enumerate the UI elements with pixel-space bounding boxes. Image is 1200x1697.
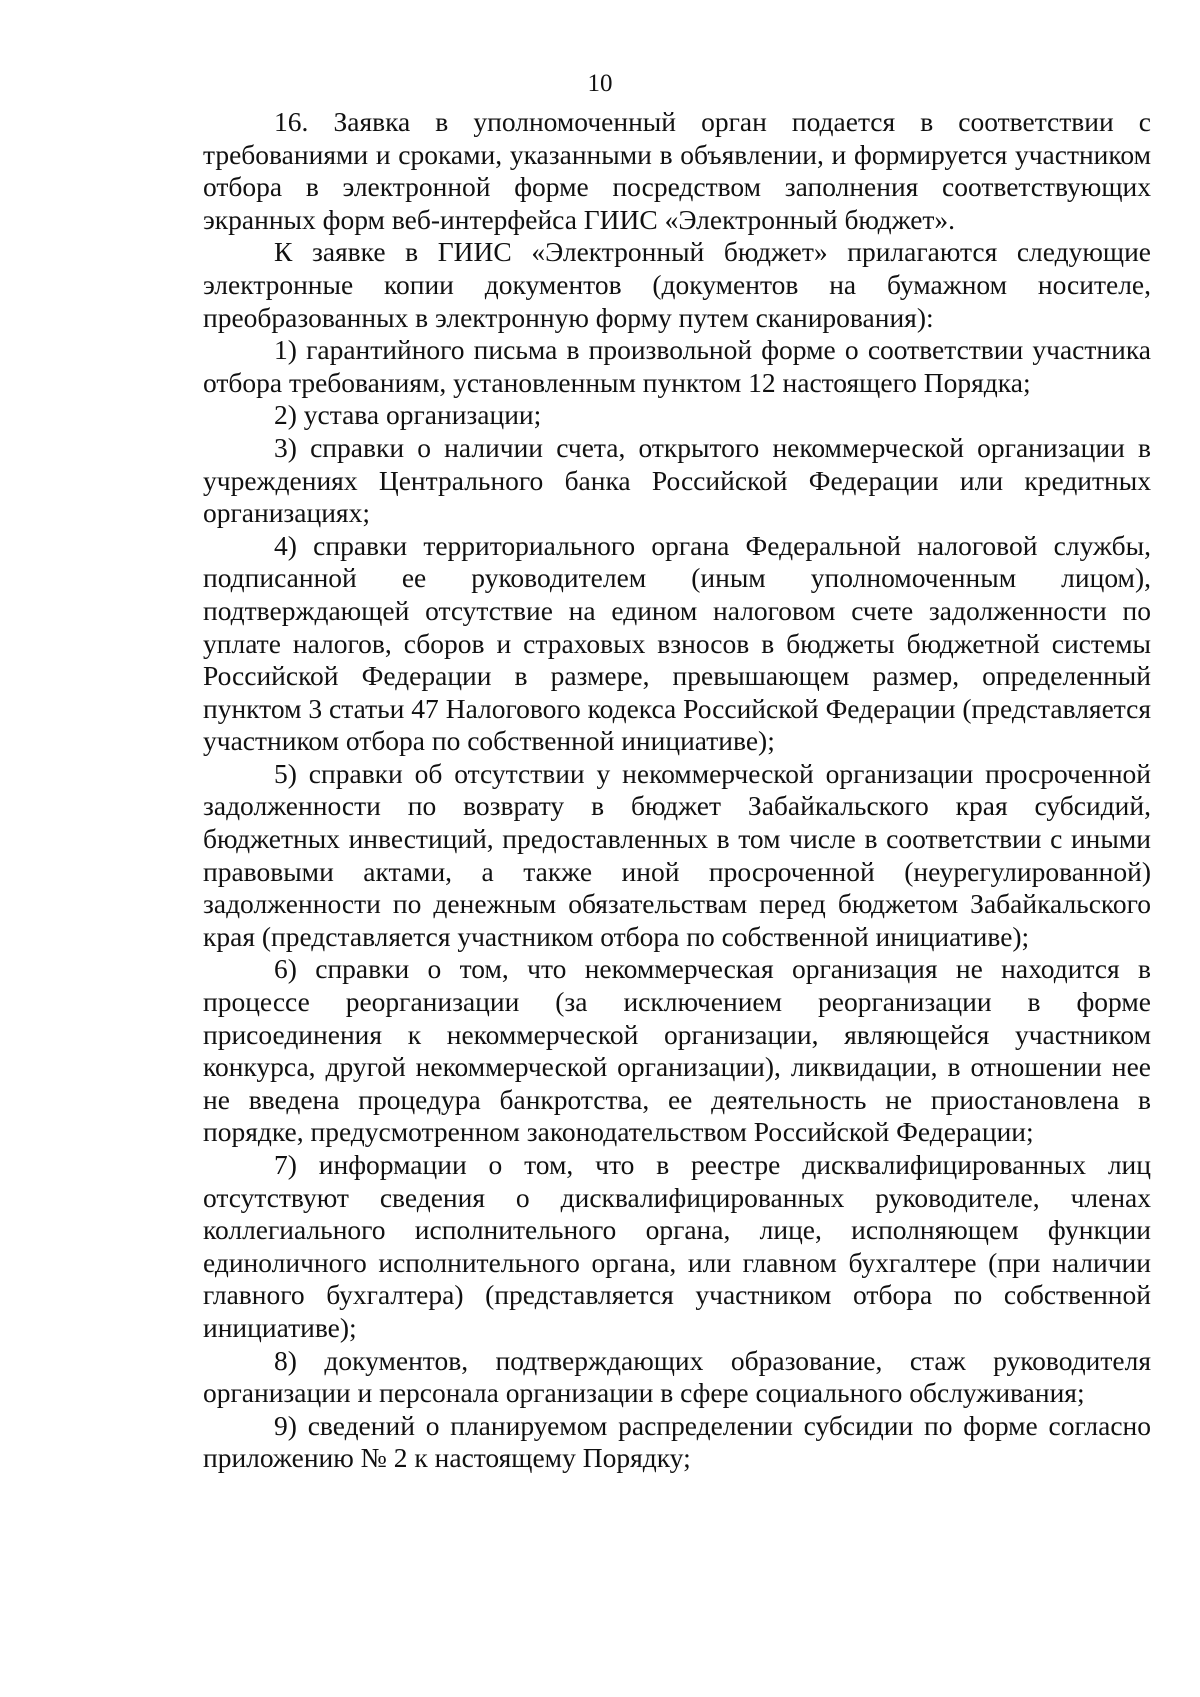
list-item-7-disqualified-persons: 7) информации о том, что в реестре дисквалифицированных лиц отсутствуют сведения о дисквалифицированных руководителе, членах коллегиального исполнительного органа, лице, исполняющем функции единоличного исполнительного органа, или главном бухгалтере (при наличии главного бухгалтера) (представляется участником отбора по собственной инициативе); bbox=[203, 1149, 1151, 1343]
list-item-6-no-reorganization: 6) справки о том, что некоммерческая организация не находится в процессе реорганизации (за исключением реорганизации в форме присоединения к некоммерческой организации, являющейся участником конкурса, другой некоммерческой организации), ликвидации, в отношении нее не введена процедура банкротства, ее деятельность не приостановлена в порядке, предусмотренном законодательством Российской Федерации; bbox=[203, 953, 1151, 1148]
list-item-1-guarantee-letter: 1) гарантийного письма в произвольной форме о соответствии участника отбора требованиям, установленным пунктом 12 настоящего Порядка; bbox=[203, 334, 1151, 398]
list-item-9-subsidy-distribution: 9) сведений о планируемом распределении субсидии по форме согласно приложению № 2 к настоящему Порядку; bbox=[203, 1409, 1151, 1474]
page-number: 10 bbox=[587, 70, 613, 97]
document-body bbox=[203, 106, 1151, 1475]
list-item-2-charter: 2) устава организации; bbox=[274, 399, 542, 431]
paragraph-16-application: 16. Заявка в уполномоченный орган подается в соответствии с требованиями и сроками, указанными в объявлении, и формируется участником отбора в электронной форме посредством заполнения соответствующих экранных форм веб-интерфейса ГИИС «Электронный бюджет». bbox=[203, 106, 1151, 235]
list-item-3-bank-account: 3) справки о наличии счета, открытого некоммерческой организации в учреждениях Центрального банка Российской Федерации или кредитных организациях; bbox=[203, 431, 1151, 529]
paragraph-attached-documents: К заявке в ГИИС «Электронный бюджет» прилагаются следующие электронные копии документов (документов на бумажном носителе, преобразованных в электронную форму путем сканирования): bbox=[203, 236, 1151, 333]
list-item-5-no-debt-certificate: 5) справки об отсутствии у некоммерческой организации просроченной задолженности по возврату в бюджет Забайкальского края субсидий, бюджетных инвестиций, предоставленных в том числе в соответствии с иными правовыми актами, а также иной просроченной (неурегулированной) задолженности по денежным обязательствам перед бюджетом Забайкальского края (представляется участником отбора по собственной инициативе); bbox=[203, 757, 1151, 952]
list-item-4-tax-certificate: 4) справки территориального органа Федеральной налоговой службы, подписанной ее руководителем (иным уполномоченным лицом), подтверждающей отсутствие на едином налоговом счете задолженности по уплате налогов, сборов и страховых взносов в бюджеты бюджетной системы Российской Федерации в размере, превышающем размер, определенный пунктом 3 статьи 47 Налогового кодекса Российской Федерации (представляется участником отбора по собственной инициативе); bbox=[203, 529, 1151, 757]
list-item-8-education-documents: 8) документов, подтверждающих образование, стаж руководителя организации и персонала организации в сфере социального обслуживания; bbox=[203, 1344, 1151, 1409]
